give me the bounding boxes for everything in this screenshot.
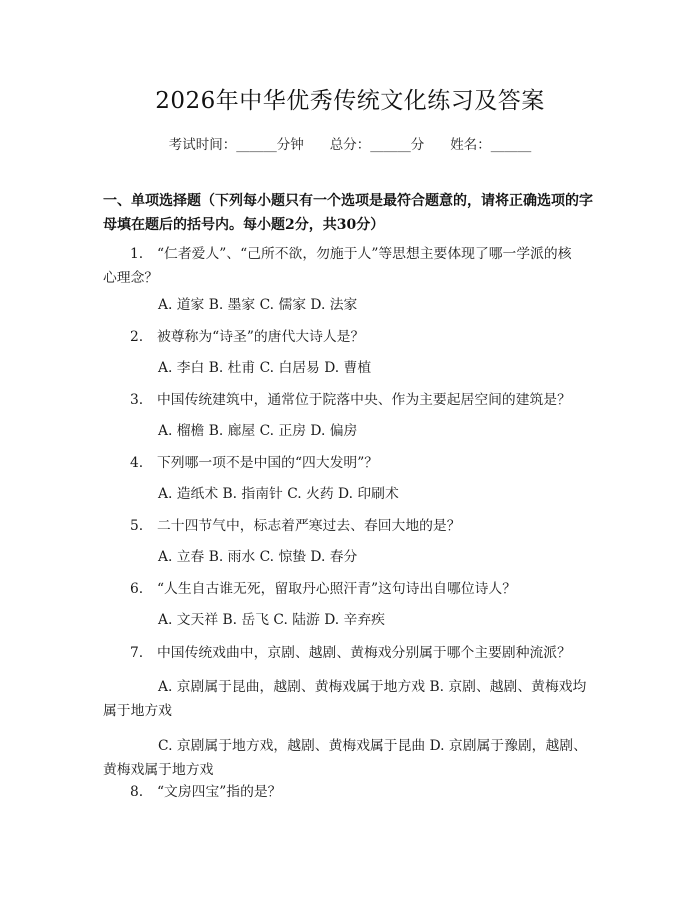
question-5 [130,514,461,538]
question-6-options: A. 文天祥 B. 岳飞 C. 陆游 D. 辛弃疾 [158,612,385,628]
question-2 [130,325,364,349]
option-line-cont: 属于地方戏 [103,703,172,719]
question-3-options: A. 榴檐 B. 廊屋 C. 正房 D. 偏房 [158,423,358,439]
question-text: 中国传统建筑中，通常位于院落中央、作为主要起居空间的建筑是？ [157,392,571,408]
page-title: 2026年中华优秀传统文化练习及答案 [155,88,545,114]
question-6 [130,577,516,601]
question-1 [103,242,603,290]
question-text: “人生自古谁无死，留取丹心照汗青”这句诗出自哪位诗人？ [157,581,517,597]
question-7 [130,641,571,665]
question-1-options: A. 道家 B. 墨家 C. 儒家 D. 法家 [158,297,358,313]
section-heading-line1: 一、单项选择题（下列每小题只有一个选项是最符合题意的，请将正确选项的字 [103,193,593,209]
section-heading-line2: 母填在题后的括号内。每小题2分，共30分） [103,217,385,233]
question-text: 二十四节气中，标志着严寒过去、春回大地的是？ [157,518,461,534]
question-5-options: A. 立春 B. 雨水 C. 惊蛰 D. 春分 [158,549,358,565]
question-number: 3. [130,392,144,408]
exam-meta [0,133,700,153]
question-8 [130,780,281,804]
question-text: 下列哪一项不是中国的“四大发明”？ [157,455,379,471]
option-line: A. 京剧属于昆曲，越剧、黄梅戏属于地方戏 B. 京剧、越剧、黄梅戏均 [158,679,587,695]
question-4-options: A. 造纸术 B. 指南针 C. 火药 D. 印刷术 [158,486,399,502]
question-number: 8. [130,784,144,800]
option-line: C. 京剧属于地方戏，越剧、黄梅戏属于昆曲 D. 京剧属于豫剧，越剧、 [158,738,587,754]
question-text: 被尊称为“诗圣”的唐代大诗人是？ [157,329,365,345]
section-heading [103,189,603,237]
question-4 [130,451,378,475]
question-text: 中国传统戏曲中，京剧、越剧、黄梅戏分别属于哪个主要剧种流派？ [157,645,571,661]
question-number: 1. [130,246,144,262]
question-number: 4. [130,455,144,471]
exam-time: 考试时间：______分钟 [168,137,304,153]
question-number: 6. [130,581,144,597]
question-7-options-ab [103,675,603,723]
question-number: 2. [130,329,144,345]
question-2-options: A. 李白 B. 杜甫 C. 白居易 D. 曹植 [158,360,372,376]
question-number: 7. [130,645,144,661]
question-7-options-cd [103,734,603,782]
student-name: 姓名：______ [450,137,532,153]
total-score: 总分：______分 [329,137,425,153]
question-number: 5. [130,518,144,534]
question-3 [130,388,571,412]
question-text: “仁者爱人”、“己所不欲，勿施于人”等思想主要体现了哪一学派的核 [157,246,572,262]
question-text: “文房四宝”指的是？ [157,784,282,800]
question-text-cont: 心理念？ [103,270,159,286]
option-line-cont: 黄梅戏属于地方戏 [103,762,214,778]
